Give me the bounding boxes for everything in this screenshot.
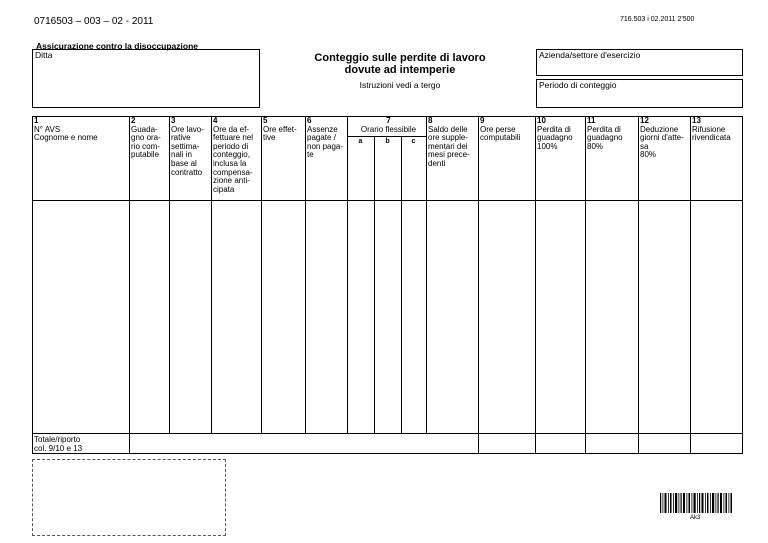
col-number: 12	[640, 116, 649, 125]
col-header-10	[535, 116, 587, 152]
col-number: 8	[428, 116, 433, 125]
col-label: Orario flessibile	[360, 124, 417, 134]
instructions-note: Istruzioni vedi a tergo	[359, 80, 441, 90]
col-label: N° AVS Cognome e nome	[34, 124, 98, 143]
col-label: Ore da ef- fettuare nel periodo di conteggio, inclusa la compensa- zione anti- cipata	[213, 124, 254, 194]
main-title-line-1: Conteggio sulle perdite di lavoro	[314, 52, 486, 64]
totals-label: Totale/riporto col. 9/10 e 13	[34, 435, 83, 453]
col7-sub-a: a	[358, 138, 363, 145]
col-header-4	[211, 116, 263, 195]
col-header-2	[129, 116, 171, 161]
col7-sub-c: c	[411, 138, 416, 145]
col7-subheader-line	[347, 136, 426, 137]
col-number: 11	[587, 116, 596, 125]
col-label: Perdita di guadagno 80%	[587, 124, 623, 151]
col-label: Ore effet- tive	[263, 124, 297, 143]
col-number: 1	[34, 116, 39, 125]
col-header-7	[347, 116, 430, 135]
main-title-line-2: dovute ad intemperie	[344, 64, 456, 76]
periodo-field[interactable]	[536, 79, 743, 108]
stamp-area	[32, 459, 226, 536]
col-header-9	[478, 116, 537, 144]
col7-sub-b: b	[385, 138, 390, 145]
entry-area[interactable]	[33, 201, 742, 432]
col-number: 4	[213, 116, 218, 125]
ditta-field[interactable]	[32, 49, 260, 108]
col-number: 9	[480, 116, 485, 125]
col-label: Perdita di guadagno 100%	[537, 124, 573, 151]
totals-divider	[32, 433, 743, 434]
col-label: Deduzione giorni d'atte- sa 80%	[640, 124, 684, 160]
col-label: Ore perse computabili	[480, 124, 521, 143]
col-label: Rifusione rivendicata	[692, 124, 731, 143]
barcode-label: Ak3	[690, 515, 701, 521]
col-number: 3	[171, 116, 176, 125]
col-number: 2	[131, 116, 136, 125]
col-label: Saldo delle ore supple- mentari dei mesi prece- denti	[428, 124, 470, 168]
col-header-8	[426, 116, 480, 170]
col-label: Ore lavo- rative settima- nali in base al contratto	[171, 124, 204, 177]
barcode-icon	[660, 493, 732, 513]
col-header-5	[261, 116, 307, 144]
col-header-13	[690, 116, 746, 144]
col-number: 6	[307, 116, 312, 125]
col-header-6	[305, 116, 349, 161]
col-number: 7	[386, 116, 391, 125]
col-label: Assenze pagate / non paga- te	[307, 124, 344, 160]
azienda-field[interactable]	[536, 49, 743, 76]
ditta-label: Ditta	[35, 50, 53, 60]
col-number: 10	[537, 116, 546, 125]
section-title: Assicurazione contro la disoccupazione	[36, 41, 199, 51]
col-header-11	[585, 116, 640, 152]
col-header-12	[638, 116, 692, 161]
main-title	[290, 52, 510, 76]
periodo-label: Periodo di conteggio	[539, 80, 617, 90]
col-header-3	[169, 116, 213, 178]
azienda-label: Azienda/settore d'esercizio	[539, 50, 641, 60]
col-number: 5	[263, 116, 268, 125]
form-code: 0716503 – 003 – 02 - 2011	[34, 16, 154, 27]
col-label: Guada- gno ora- rio com- putabile	[131, 124, 161, 160]
col-number: 13	[692, 116, 701, 125]
form-reference: 716.503 i 02.2011 2'500	[620, 16, 695, 23]
col-header-1	[32, 116, 131, 144]
